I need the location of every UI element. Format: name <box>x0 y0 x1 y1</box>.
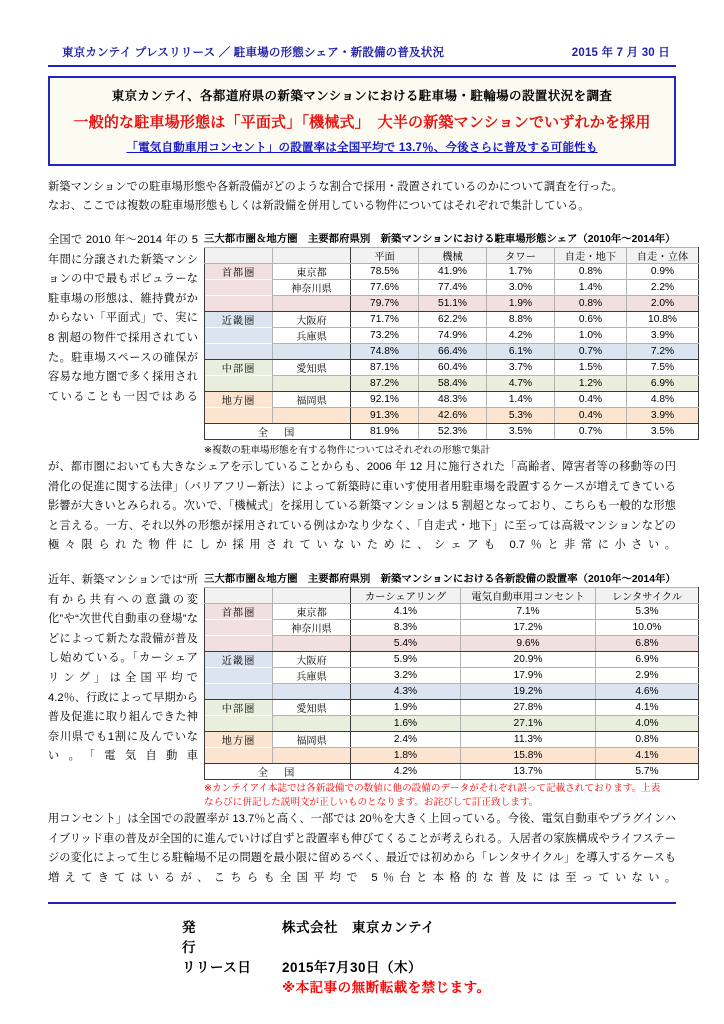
column-header-3: 電気自動車用コンセント <box>461 587 596 603</box>
table-cell-value: 74.9% <box>419 328 487 344</box>
section1-table-area <box>198 230 699 456</box>
table-header-row <box>205 248 699 264</box>
table2-caption: 三大都市圏＆地方圏 主要都府県別 新築マンションにおける各新設備の設置率（2010年～2014年） <box>204 573 676 585</box>
table-row <box>205 392 699 408</box>
table-cell-value: 1.8% <box>351 747 461 763</box>
headline-main: 一般的な駐車場形態は「平面式」「機械式」 大半の新築マンションでいずれかを採用 <box>73 114 651 131</box>
table-row <box>205 264 699 280</box>
table-cell-value: 52.3% <box>419 424 487 440</box>
row-label-prefecture <box>273 376 351 392</box>
table-cell-value: 81.9% <box>351 424 419 440</box>
row-label-prefecture: 兵庫県 <box>273 328 351 344</box>
table-cell-value: 27.1% <box>461 715 596 731</box>
row-label-region <box>205 280 273 296</box>
row-label-region <box>205 344 273 360</box>
row-label-region <box>205 619 273 635</box>
row-label-prefecture <box>273 408 351 424</box>
table-cell-value: 8.8% <box>487 312 555 328</box>
table-cell-value: 5.3% <box>596 603 699 619</box>
row-label-region: 中部圏 <box>205 360 273 376</box>
table-cell-value: 73.2% <box>351 328 419 344</box>
table-row <box>205 667 699 683</box>
table-cell-value: 17.2% <box>461 619 596 635</box>
parking-share-table <box>204 247 699 440</box>
table-cell-value: 10.8% <box>627 312 699 328</box>
table-cell-value: 27.8% <box>461 699 596 715</box>
table-cell-value: 92.1% <box>351 392 419 408</box>
headline-sub: 「電気自動車用コンセント」の設置率は全国平均で 13.7％、今後さらに普及する可能性も <box>126 142 598 154</box>
table-cell-value: 2.4% <box>351 731 461 747</box>
table-row <box>205 344 699 360</box>
row-label-region <box>205 328 273 344</box>
table-cell-value: 1.6% <box>351 715 461 731</box>
row-label-region <box>205 683 273 699</box>
table-cell-value: 62.2% <box>419 312 487 328</box>
document-header <box>48 0 676 60</box>
row-label-region <box>205 747 273 763</box>
table-cell-value: 51.1% <box>419 296 487 312</box>
section1-side-text <box>48 230 198 407</box>
table-cell-value: 11.3% <box>461 731 596 747</box>
table-cell-value: 5.7% <box>596 763 699 779</box>
table1-caption: 三大都市圏＆地方圏 主要都府県別 新築マンションにおける駐車場形態シェア（2010年～2014年） <box>204 234 676 245</box>
footer-release-value: 2015年7月30日（木） <box>282 960 423 976</box>
table-cell-value: 3.9% <box>627 408 699 424</box>
table-cell-value: 5.3% <box>487 408 555 424</box>
table-cell-value: 4.1% <box>351 603 461 619</box>
row-label-region <box>205 376 273 392</box>
footer-publisher-value: 株式会社 東京カンテイ <box>282 920 436 936</box>
column-header-blank <box>273 248 351 264</box>
table-cell-value: 6.8% <box>596 635 699 651</box>
footer-publisher-label: 発 行 <box>182 920 265 956</box>
row-label-prefecture: 愛知県 <box>273 360 351 376</box>
row-label-region: 地方圏 <box>205 392 273 408</box>
table-row <box>205 635 699 651</box>
table-cell-value: 2.2% <box>627 280 699 296</box>
table-cell-value: 6.9% <box>627 376 699 392</box>
table-cell-value: 74.8% <box>351 344 419 360</box>
table-cell-value: 7.5% <box>627 360 699 376</box>
table-row <box>205 763 699 779</box>
table1-head <box>205 248 699 264</box>
row-label-region <box>205 667 273 683</box>
row-label-prefecture: 福岡県 <box>273 731 351 747</box>
footer-publisher-row <box>182 918 676 958</box>
row-label-prefecture <box>273 747 351 763</box>
section2-side-text <box>48 570 198 767</box>
column-header-5: 自走・地下 <box>555 248 627 264</box>
table-cell-value: 1.9% <box>351 699 461 715</box>
intro-line-2: なお、ここでは複数の駐車場形態もしくは新設備を併用している物件についてはそれぞれで集計している。 <box>48 200 590 212</box>
table-cell-value: 3.5% <box>627 424 699 440</box>
row-label-prefecture <box>273 635 351 651</box>
table2-note <box>204 782 699 810</box>
row-label-national: 全 国 <box>205 763 351 779</box>
table-row <box>205 747 699 763</box>
table-row <box>205 296 699 312</box>
table-row <box>205 360 699 376</box>
column-header-2: カーシェアリング <box>351 587 461 603</box>
row-label-prefecture <box>273 683 351 699</box>
section2-body-paragraph <box>48 810 676 888</box>
table-cell-value: 6.9% <box>596 651 699 667</box>
table-cell-value: 4.1% <box>596 747 699 763</box>
table-row <box>205 328 699 344</box>
row-label-national: 全 国 <box>205 424 351 440</box>
table-cell-value: 77.6% <box>351 280 419 296</box>
table-cell-value: 0.6% <box>555 312 627 328</box>
header-title: 東京カンテイ プレスリリース ／ 駐車場の形態シェア・新設備の普及状況 <box>62 47 445 59</box>
table-cell-value: 91.3% <box>351 408 419 424</box>
table-header-row <box>205 587 699 603</box>
table-cell-value: 20.9% <box>461 651 596 667</box>
table-row <box>205 683 699 699</box>
section-new-equipment <box>48 570 683 810</box>
table-cell-value: 1.0% <box>555 328 627 344</box>
section1-body-text: が、都市圏においても大きなシェアを示していることからも、2006 年 12 月に施行された「高齢者、障害者等の移動等の円滑化の促進に関する法律」（バリアフリー新法）によって新築時に車いす使用者用駐車場を設置するケースが増えてきている影響が大きいとみられる。次いで、「機械式」を採用している新築マンションは 5 割超となっており、こちらも一般的な形態と言える。一方、それ以外の形態が採用されている例はかなり少なく、「自走式・地下」に至っては高級マンションなどの極々限られた物件にしか採用されていないために、シェアも 0.7％と非常に小さい。 <box>48 461 676 552</box>
table-cell-value: 3.7% <box>487 360 555 376</box>
table-cell-value: 13.7% <box>461 763 596 779</box>
document-footer <box>48 918 676 998</box>
table-cell-value: 60.4% <box>419 360 487 376</box>
section1-body-paragraph <box>48 458 676 556</box>
table-cell-value: 19.2% <box>461 683 596 699</box>
section2-table-area <box>198 570 699 810</box>
table-cell-value: 6.1% <box>487 344 555 360</box>
column-header-blank <box>205 248 273 264</box>
table-cell-value: 0.7% <box>555 424 627 440</box>
table-cell-value: 15.8% <box>461 747 596 763</box>
row-label-region <box>205 296 273 312</box>
table-cell-value: 0.8% <box>555 264 627 280</box>
table-cell-value: 1.2% <box>555 376 627 392</box>
table-cell-value: 4.2% <box>487 328 555 344</box>
footer-divider <box>48 902 676 904</box>
headline-subject: 東京カンテイ、各都道府県の新築マンションにおける駐車場・駐輪場の設置状況を調査 <box>111 89 613 103</box>
table-row <box>205 280 699 296</box>
section2-side-paragraph: 近年、新築マンションでは“所有から共有への意識の変化”や“次世代自動車の登場”などによって新たな設備が普及し始めている。「カーシェアリング」は全国平均で 4.2％、行政によって早期から普及促進に取り組んできた神奈川県でも1割に及んでいない。「電気自動車 <box>48 573 198 763</box>
section2-body-text: 用コンセント」は全国での設置率が 13.7％と高く、一部では 20％を大きく上回っている。今後、電気自動車やプラグインハイブリッド車の普及が全国的に進んでいけば自ずと設置率も伸びてくることが考えられる。入居者の家族構成やライフステージの変化によって生じる駐輪場不足の問題を最小限に留めるべく、最近では初めから「レンタサイクル」を導入するケースも増えてきてはいるが、こちらも全国平均で 5％台と本格的な普及には至っていない。 <box>48 812 676 884</box>
table-cell-value: 87.2% <box>351 376 419 392</box>
row-label-region <box>205 715 273 731</box>
column-header-blank <box>205 587 273 603</box>
headline-box <box>48 76 676 166</box>
column-header-6: 自走・立体 <box>627 248 699 264</box>
table1-body <box>205 264 699 440</box>
footer-release-label: リリース日 <box>182 960 252 976</box>
row-label-region <box>205 408 273 424</box>
row-label-region: 中部圏 <box>205 699 273 715</box>
new-equipment-table <box>204 587 699 780</box>
table-cell-value: 0.7% <box>555 344 627 360</box>
table-cell-value: 1.4% <box>487 392 555 408</box>
row-label-prefecture <box>273 344 351 360</box>
table-cell-value: 4.7% <box>487 376 555 392</box>
row-label-prefecture <box>273 296 351 312</box>
table-cell-value: 0.9% <box>627 264 699 280</box>
row-label-prefecture: 大阪府 <box>273 312 351 328</box>
table-cell-value: 79.7% <box>351 296 419 312</box>
table-cell-value: 0.8% <box>596 731 699 747</box>
table-cell-value: 3.9% <box>627 328 699 344</box>
table2-note-line-1: ※カンテイアイ本誌では各新設備での数値に他の設備のデータがそれぞれ誤って記載されております。上表 <box>204 782 661 794</box>
table-cell-value: 4.1% <box>596 699 699 715</box>
table-cell-value: 4.2% <box>351 763 461 779</box>
table-cell-value: 4.0% <box>596 715 699 731</box>
table2-head <box>205 587 699 603</box>
table-cell-value: 1.9% <box>487 296 555 312</box>
table-row <box>205 424 699 440</box>
table2-body <box>205 603 699 779</box>
table-cell-value: 10.0% <box>596 619 699 635</box>
table-cell-value: 87.1% <box>351 360 419 376</box>
row-label-prefecture: 兵庫県 <box>273 667 351 683</box>
table-cell-value: 4.8% <box>627 392 699 408</box>
row-label-prefecture <box>273 715 351 731</box>
row-label-prefecture: 福岡県 <box>273 392 351 408</box>
row-label-region <box>205 635 273 651</box>
row-label-prefecture: 大阪府 <box>273 651 351 667</box>
column-header-blank <box>273 587 351 603</box>
table-row <box>205 408 699 424</box>
table-cell-value: 48.3% <box>419 392 487 408</box>
intro-paragraph <box>48 178 676 216</box>
table-row <box>205 312 699 328</box>
table-row <box>205 376 699 392</box>
footer-copyright-notice: ※本記事の無断転載を禁じます。 <box>282 980 491 996</box>
intro-line-1: 新築マンションでの駐車場形態や各新設備がどのような割合で採用・設置されているのかについて調査を行った。 <box>48 181 623 193</box>
column-header-4: レンタサイクル <box>596 587 699 603</box>
table-cell-value: 17.9% <box>461 667 596 683</box>
table-cell-value: 66.4% <box>419 344 487 360</box>
row-label-region: 地方圏 <box>205 731 273 747</box>
header-date: 2015 年 7 月 30 日 <box>571 47 670 59</box>
row-label-region: 近畿圏 <box>205 312 273 328</box>
row-label-region: 首都圏 <box>205 603 273 619</box>
table-cell-value: 8.3% <box>351 619 461 635</box>
table-cell-value: 1.7% <box>487 264 555 280</box>
row-label-prefecture: 東京都 <box>273 603 351 619</box>
table-row <box>205 651 699 667</box>
row-label-region: 近畿圏 <box>205 651 273 667</box>
footer-release-row <box>182 958 676 978</box>
table-cell-value: 2.0% <box>627 296 699 312</box>
table-cell-value: 1.4% <box>555 280 627 296</box>
table-cell-value: 7.2% <box>627 344 699 360</box>
table-cell-value: 9.6% <box>461 635 596 651</box>
row-label-prefecture: 神奈川県 <box>273 280 351 296</box>
table1-note: ※複数の駐車場形態を有する物件についてはそれぞれの形態で集計 <box>204 445 491 456</box>
table-cell-value: 71.7% <box>351 312 419 328</box>
table-cell-value: 77.4% <box>419 280 487 296</box>
column-header-4: タワー <box>487 248 555 264</box>
row-label-prefecture: 神奈川県 <box>273 619 351 635</box>
column-header-2: 平面 <box>351 248 419 264</box>
table-row <box>205 603 699 619</box>
table-cell-value: 4.3% <box>351 683 461 699</box>
table-row <box>205 715 699 731</box>
table-cell-value: 3.0% <box>487 280 555 296</box>
table-cell-value: 2.9% <box>596 667 699 683</box>
table-cell-value: 0.4% <box>555 408 627 424</box>
table2-note-line-2: ならびに併記した説明文が正しいものとなります。お詫びして訂正致します。 <box>204 796 539 808</box>
table-cell-value: 42.6% <box>419 408 487 424</box>
table-cell-value: 58.4% <box>419 376 487 392</box>
table-cell-value: 4.6% <box>596 683 699 699</box>
table-cell-value: 78.5% <box>351 264 419 280</box>
column-header-3: 機械 <box>419 248 487 264</box>
table-cell-value: 5.4% <box>351 635 461 651</box>
table-cell-value: 1.5% <box>555 360 627 376</box>
table-cell-value: 0.8% <box>555 296 627 312</box>
section-parking-share <box>48 230 689 456</box>
table-row <box>205 619 699 635</box>
table-cell-value: 3.2% <box>351 667 461 683</box>
table-cell-value: 41.9% <box>419 264 487 280</box>
table-row <box>205 699 699 715</box>
header-divider <box>48 65 676 67</box>
table-cell-value: 3.5% <box>487 424 555 440</box>
table-cell-value: 7.1% <box>461 603 596 619</box>
table-cell-value: 0.4% <box>555 392 627 408</box>
table-row <box>205 731 699 747</box>
section1-side-paragraph: 全国で 2010 年～2014 年の 5 年間に分譲された新築マンションの中で最もポピュラーな駐車場の形態は、維持費がかからない「平面式」で、実に 8 割超の物件で採用されていた。駐車場スペースの確保が容易な地方圏で多く採用されていることも一因ではある <box>48 234 198 403</box>
row-label-prefecture: 愛知県 <box>273 699 351 715</box>
table-cell-value: 5.9% <box>351 651 461 667</box>
row-label-region: 首都圏 <box>205 264 273 280</box>
row-label-prefecture: 東京都 <box>273 264 351 280</box>
